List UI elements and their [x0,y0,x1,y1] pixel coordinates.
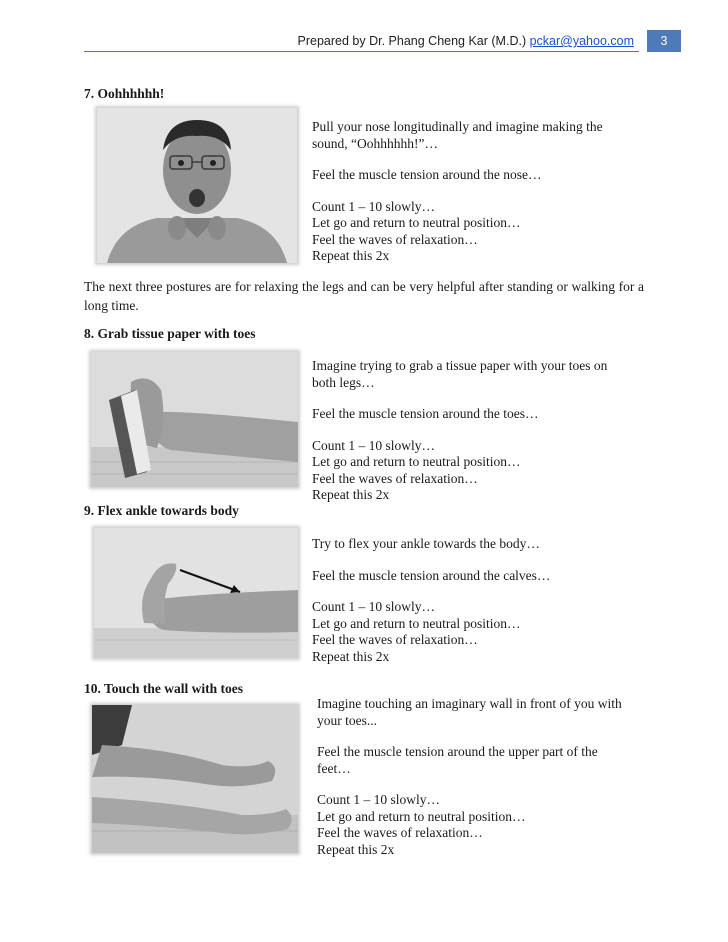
text-line: Feel the muscle tension around the nose… [312,167,542,182]
text-line: Let go and return to neutral position… [312,454,521,469]
instruction-paragraph [312,536,642,553]
section-title-7: 7. Oohhhhhh! [84,86,165,101]
instructions-8 [312,358,642,504]
section-title-9: 9. Flex ankle towards body [84,503,239,518]
text-line: Feel the waves of relaxation… [312,632,478,647]
face-oohh-photo [97,108,297,263]
text-line: Feel the waves of relaxation… [317,825,483,840]
text-line: Imagine trying to grab a tissue paper with your toes on [312,358,608,373]
section-title-10: 10. Touch the wall with toes [84,681,244,696]
text-line: Feel the muscle tension around the upper part of the [317,744,598,759]
text-line: Let go and return to neutral position… [317,808,526,824]
instruction-paragraph [317,696,647,729]
legs-intro-paragraph: The next three postures are for relaxing the legs and can be very helpful after standing or walking for a long time. [84,279,644,313]
text-line: your toes... [317,712,377,728]
text-line: Repeat this 2x [317,841,395,857]
toes-tissue-photo [91,352,298,487]
instruction-paragraph [312,167,642,184]
page-header [0,30,728,58]
text-line: Imagine touching an imaginary wall in front of you with [317,696,622,711]
instruction-paragraph [312,119,642,152]
text-line: feet… [317,760,351,776]
text-line: sound, “Oohhhhhh!”… [312,135,438,151]
text-line: Let go and return to neutral position… [312,615,521,631]
text-line: Feel the muscle tension around the calves… [312,567,551,583]
toes-wall-photo [92,705,298,853]
instructions-10 [317,696,647,858]
text-line: Feel the muscle tension around the toes… [312,406,539,421]
instruction-paragraph [317,744,647,777]
text-line: Repeat this 2x [312,487,390,502]
text-line: Let go and return to neutral position… [312,215,521,230]
instruction-paragraph [312,406,642,423]
header-divider [84,51,639,52]
instructions-9 [312,536,642,665]
header-credit [298,34,634,48]
section-title-8: 8. Grab tissue paper with toes [84,326,256,341]
text-line: Feel the waves of relaxation… [312,231,478,247]
text-line: Pull your nose longitudinally and imagine making the [312,119,603,134]
instruction-paragraph [312,358,642,391]
instruction-paragraph [317,792,647,858]
instruction-paragraph [312,199,642,265]
text-line: Feel the waves of relaxation… [312,470,478,486]
prepared-by-text: Prepared by Dr. Phang Cheng Kar (M.D.) [297,34,527,48]
author-email-link[interactable]: pckar@yahoo.com [529,34,634,48]
text-line: Count 1 – 10 slowly… [312,599,436,614]
text-line: Try to flex your ankle towards the body… [312,536,540,551]
text-line: Repeat this 2x [312,248,390,263]
page-number: 3 [647,30,681,52]
text-line: Count 1 – 10 slowly… [317,792,441,807]
instruction-paragraph [312,568,642,585]
instruction-paragraph [312,438,642,504]
text-line: both legs… [312,374,375,390]
instructions-7 [312,119,642,265]
ankle-flex-photo [94,528,298,658]
text-line: Repeat this 2x [312,648,390,664]
text-line: Count 1 – 10 slowly… [312,437,436,453]
text-line: Count 1 – 10 slowly… [312,198,436,214]
instruction-paragraph [312,599,642,665]
